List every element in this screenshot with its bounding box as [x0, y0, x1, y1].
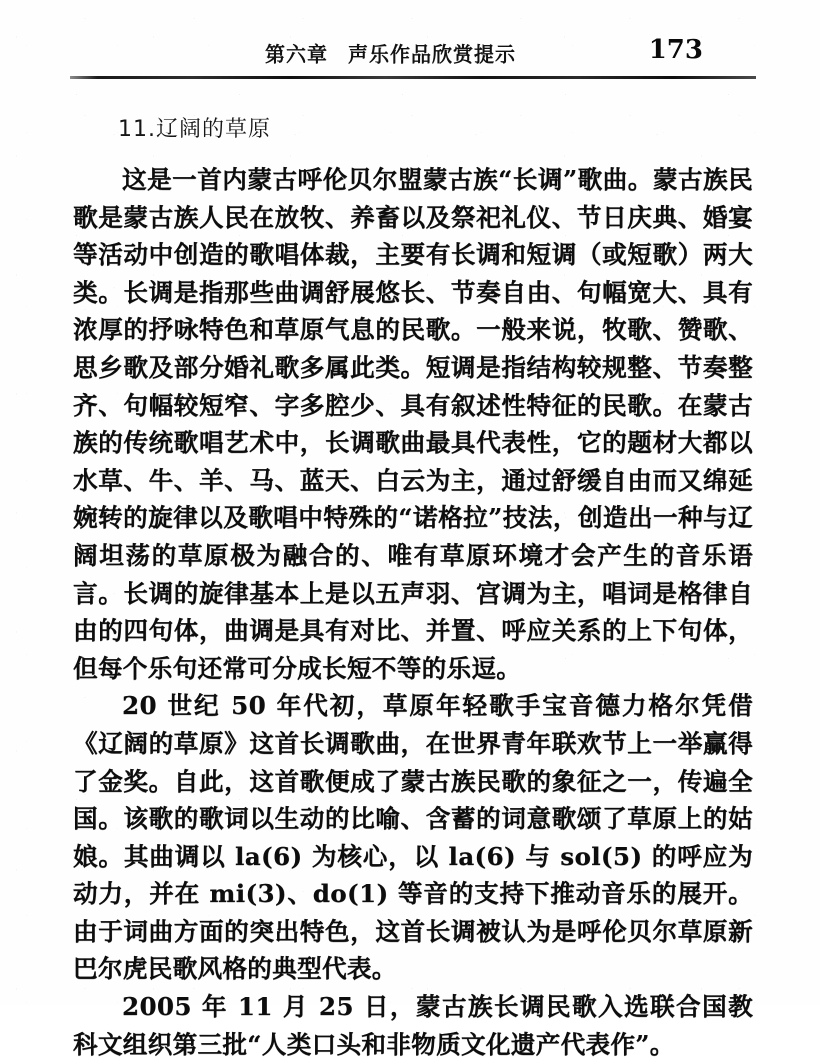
- running-head-chapter: 第六章: [265, 42, 328, 67]
- body-paragraph: 这是一首内蒙古呼伦贝尔盟蒙古族“长调”歌曲。蒙古族民歌是蒙古族人民在放牧、养畜以及祭祀礼仪、节日庆典、婚宴等活动中创造的歌唱体裁，主要有长调和短调（或短歌）两大类。长调是指那些曲调舒展悠长、节奏自由、句幅宽大、具有浓厚的抒咏特色和草原气息的民歌。一般来说，牧歌、赞歌、思乡歌及部分婚礼歌多属此类。短调是指结构较规整、节奏整齐、句幅较短窄、字多腔少、具有叙述性特征的民歌。在蒙古族的传统歌唱艺术中，长调歌曲最具代表性，它的题材大都以水草、牛、羊、马、蓝天、白云为主，通过舒缓自由而又绵延婉转的旋律以及歌唱中特殊的“诺格拉”技法，创造出一种与辽阔坦荡的草原极为融合的、唯有草原环境才会产生的音乐语言。长调的旋律基本上是以五声羽、宫调为主，唱词是格律自由的四句体，曲调是具有对比、并置、呼应关系的上下句体，但每个乐句还常可分成长短不等的乐逗。: [73, 165, 753, 683]
- body-paragraph: 2005 年 11 月 25 日，蒙古族长调民歌入选联合国教科文组织第三批“人类口头和非物质文化遗产代表作”。: [73, 992, 753, 1059]
- running-head-title: [265, 38, 516, 68]
- running-head: [73, 35, 755, 72]
- page-number: 173: [648, 35, 703, 65]
- section-heading: 11.辽阔的草原: [118, 117, 271, 142]
- header-rule: [70, 76, 756, 79]
- page-content: [73, 112, 753, 1063]
- body-paragraph: 20 世纪 50 年代初，草原年轻歌手宝音德力格尔凭借《辽阔的草原》这首长调歌曲，在世界青年联欢节上一举赢得了金奖。自此，这首歌便成了蒙古族民歌的象征之一，传遍全国。该歌的歌词以生动的比喻、含蓄的词意歌颂了草原上的姑娘。其曲调以 la(6) 为核心，以 la(6) 与 sol(5) 的呼应为动力，并在 mi(3)、do(1) 等音的支持下推动音乐的展开。由于词曲方面的突出特色，这首长调被认为是呼伦贝尔草原新巴尔虎民歌风格的典型代表。: [73, 691, 753, 984]
- running-head-section-title: 声乐作品欣赏提示: [348, 42, 516, 67]
